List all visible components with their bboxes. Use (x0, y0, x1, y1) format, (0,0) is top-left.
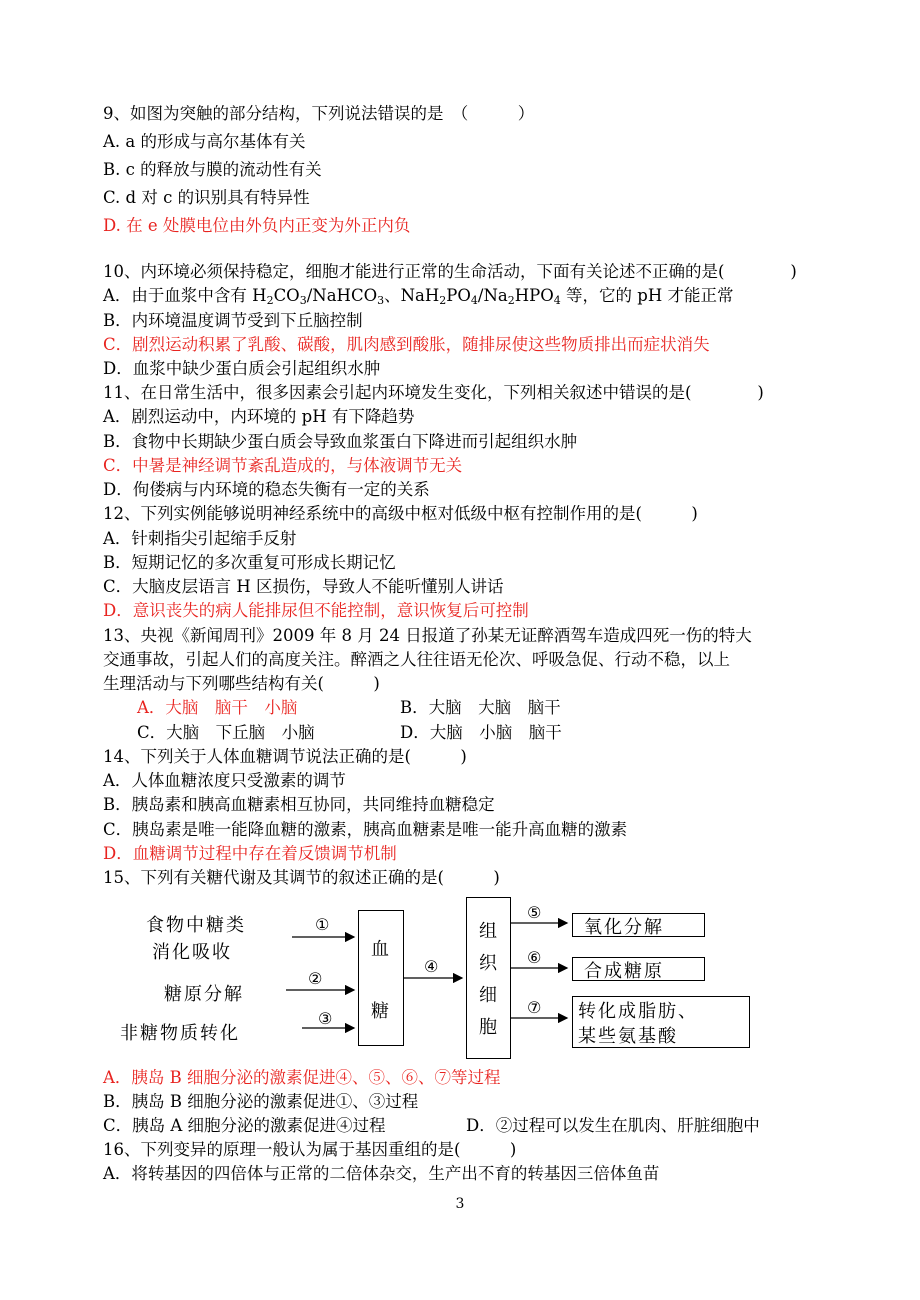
source-gluconeogenesis: 非糖物质转化 (120, 1023, 240, 1044)
source-digestion: 消化吸收 (152, 942, 232, 963)
q12-option-a: A．针刺指尖引起缩手反射 (103, 529, 297, 548)
label-1: ① (315, 915, 330, 934)
label-3: ③ (318, 1009, 333, 1028)
q15-option-d: D．②过程可以发生在肌肉、肝脏细胞中 (466, 1116, 760, 1135)
cell-char-4: 胞 (479, 1017, 497, 1038)
q15-option-a-answer: A．胰岛 B 细胞分泌的激素促进④、⑤、⑥、⑦等过程 (103, 1068, 501, 1087)
label-7: ⑦ (527, 998, 542, 1017)
q9-option-c: C. d 对 c 的识别具有特异性 (103, 188, 310, 207)
q13-option-a-answer: A．大脑 脑干 小脑 (137, 698, 298, 717)
output-conversion-line1: 转化成脂肪、 (578, 1001, 698, 1022)
q10-stem: 10、内环境必须保持稳定，细胞才能进行正常的生命活动，下面有关论述不正确的是( ) (103, 262, 797, 281)
q10-option-b: B．内环境温度调节受到下丘脑控制 (103, 311, 363, 330)
blood-char-1: 血 (371, 939, 389, 960)
source-food-sugar: 食物中糖类 (146, 915, 246, 936)
q9-option-d-answer: D. 在 e 处膜电位由外负内正变为外正内负 (103, 216, 411, 235)
q15-option-c: C．胰岛 A 细胞分泌的激素促进④过程 (103, 1116, 386, 1135)
q11-stem: 11、在日常生活中，很多因素会引起内环境发生变化，下列相关叙述中错误的是( ) (103, 383, 764, 402)
blood-sugar-box (358, 910, 404, 1046)
q14-option-d-answer: D．血糖调节过程中存在着反馈调节机制 (103, 844, 397, 863)
q10-option-d: D．血浆中缺少蛋白质会引起组织水肿 (103, 359, 381, 378)
output-conversion-line2: 某些氨基酸 (578, 1026, 678, 1047)
q13-stem-line1: 13、央视《新闻周刊》2009 年 8 月 24 日报道了孙某无证醉酒驾车造成四死一伤的特大 (103, 626, 752, 645)
q13-option-b: B．大脑 大脑 脑干 (400, 698, 561, 717)
q14-option-b: B．胰岛素和胰高血糖素相互协同，共同维持血糖稳定 (103, 795, 495, 814)
q15-option-b: B．胰岛 B 细胞分泌的激素促进①、③过程 (103, 1092, 419, 1111)
label-2: ② (308, 969, 323, 988)
cell-char-3: 细 (479, 985, 497, 1006)
q11-option-b: B．食物中长期缺少蛋白质会导致血浆蛋白下降进而引起组织水肿 (103, 432, 578, 451)
q13-stem-line2: 交通事故，引起人们的高度关注。醉酒之人往往语无伦次、呼吸急促、行动不稳，以上 (103, 650, 730, 669)
cell-char-1: 组 (479, 921, 497, 942)
q13-option-d: D．大脑 小脑 脑干 (400, 723, 562, 742)
q11-option-d: D．佝偻病与内环境的稳态失衡有一定的关系 (103, 480, 430, 499)
output-glycogen: 合成糖原 (584, 961, 664, 982)
q12-stem: 12、下列实例能够说明神经系统中的高级中枢对低级中枢有控制作用的是( ) (103, 504, 698, 523)
q14-stem: 14、下列关于人体血糖调节说法正确的是( ) (103, 747, 467, 766)
q13-stem-line3: 生理活动与下列哪些结构有关( ) (103, 674, 380, 693)
q14-option-a: A．人体血糖浓度只受激素的调节 (103, 771, 346, 790)
label-5: ⑤ (527, 903, 542, 922)
label-4: ④ (424, 957, 439, 976)
label-6: ⑥ (527, 948, 542, 967)
q9-option-a: A. a 的形成与高尔基体有关 (103, 132, 306, 151)
q12-option-d-answer: D．意识丧失的病人能排尿但不能控制，意识恢复后可控制 (103, 601, 529, 620)
q11-option-a: A．剧烈运动中，内环境的 pH 有下降趋势 (103, 407, 415, 426)
q16-option-a: A．将转基因的四倍体与正常的二倍体杂交，生产出不育的转基因三倍体鱼苗 (103, 1164, 660, 1183)
q10-option-c-answer: C．剧烈运动积累了乳酸、碳酸，肌肉感到酸胀，随排尿使这些物质排出而症状消失 (103, 335, 710, 354)
q10-option-a: A．由于血浆中含有 $H_2CO_3/NaHCO_3$、$NaH_2PO_4/Na_2HPO_4$ 等，它的 pH 才能正常 (103, 286, 734, 307)
glucose-metabolism-diagram (112, 893, 812, 1063)
q16-stem: 16、下列变异的原理一般认为属于基因重组的是( ) (103, 1140, 517, 1159)
q14-option-c: C．胰岛素是唯一能降血糖的激素，胰高血糖素是唯一能升高血糖的激素 (103, 820, 628, 839)
output-oxidation: 氧化分解 (584, 917, 664, 938)
q13-option-c: C．大脑 下丘脑 小脑 (137, 723, 315, 742)
q11-option-c-answer: C．中暑是神经调节紊乱造成的，与体液调节无关 (103, 456, 463, 475)
q9-stem: 9、如图为突触的部分结构，下列说法错误的是 （ ） (103, 104, 535, 123)
page-number: 3 (455, 1196, 465, 1212)
source-glycogenolysis: 糖原分解 (164, 984, 244, 1005)
q9-option-b: B. c 的释放与膜的流动性有关 (103, 160, 322, 179)
blood-char-2: 糖 (371, 1001, 389, 1022)
q12-option-c: C．大脑皮层语言 H 区损伤，导致人不能听懂别人讲话 (103, 577, 504, 596)
q15-stem: 15、下列有关糖代谢及其调节的叙述正确的是( ) (103, 868, 500, 887)
q12-option-b: B．短期记忆的多次重复可形成长期记忆 (103, 553, 396, 572)
cell-char-2: 织 (479, 953, 497, 974)
